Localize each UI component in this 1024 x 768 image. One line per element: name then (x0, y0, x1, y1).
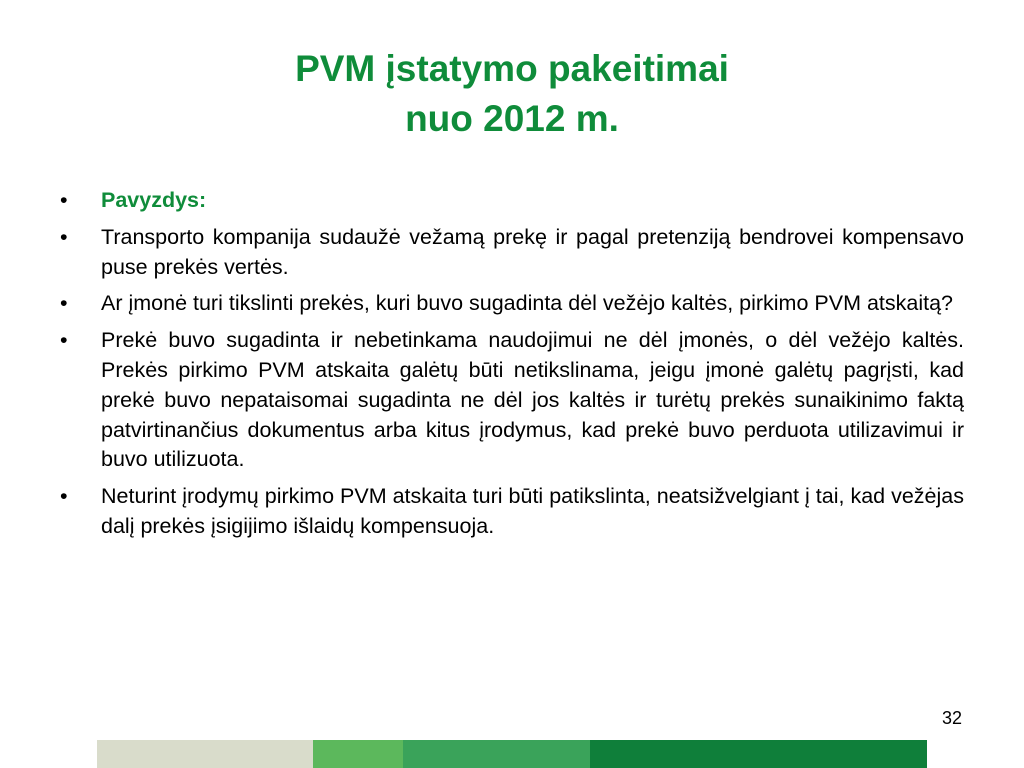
bullet-text: Ar įmonė turi tikslinti prekės, kuri buvo sugadinta dėl vežėjo kaltės, pirkimo PVM atskaitą? (101, 291, 954, 316)
page-number: 32 (941, 708, 962, 728)
bullet-item (60, 223, 964, 283)
slide-body (60, 186, 964, 549)
bullet-dot-icon: • (60, 291, 68, 316)
bullet-dot-icon: • (60, 224, 68, 249)
slide-title-line-1: PVM įstatymo pakeitimai (295, 48, 729, 89)
slide-title-line-2: nuo 2012 m. (405, 98, 619, 139)
bullet-text: Prekė buvo sugadinta ir nebetinkama naudojimui ne dėl įmonės, o dėl vežėjo kaltės. Prekės pirkimo PVM atskaita galėtų būti netikslinama, jeigu įmonė galėtų pagrįsti, kad prekė buvo nepataisomai sugadinta ne dėl jos kaltės ir turėtų prekės sunaikinimo faktą patvirtinančius dokumentus arba kitus įrodymus, kad prekė buvo perduota utilizavimui ir buvo utilizuota. (101, 328, 964, 472)
footer-bar-dark-green (590, 740, 927, 768)
bullet-text: Neturint įrodymų pirkimo PVM atskaita turi būti patikslinta, neatsižvelgiant į tai, kad vežėjas dalį prekės įsigijimo išlaidų kompensuoja. (101, 484, 964, 538)
bullet-text: Transporto kompanija sudaužė vežamą prekę ir pagal pretenziją bendrovei kompensavo puse prekės vertės. (101, 224, 964, 279)
bullet-dot-icon: • (60, 188, 68, 212)
footer-bar-light-green (313, 740, 403, 768)
bullet-text: Pavyzdys: (101, 188, 207, 212)
bullet-item (60, 326, 964, 475)
footer-bar-mid-green (403, 740, 590, 768)
footer-bar-gray (97, 740, 313, 768)
bullet-dot-icon: • (60, 484, 68, 509)
bullet-item (60, 186, 964, 216)
bullet-item (60, 482, 964, 542)
bullet-dot-icon: • (60, 328, 68, 353)
bullet-item (60, 289, 964, 319)
slide-title (0, 44, 1024, 144)
